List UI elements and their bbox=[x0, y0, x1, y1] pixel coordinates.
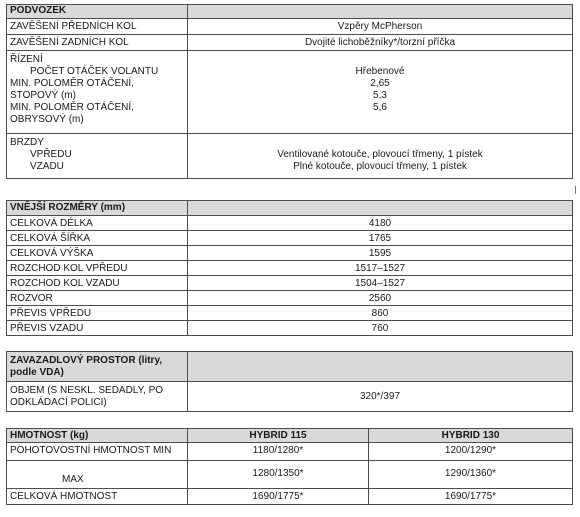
dimension-value: 1765 bbox=[188, 231, 573, 246]
page-margin-mark bbox=[575, 186, 577, 194]
front-suspension-label: ZAVĚŠENÍ PŘEDNÍCH KOL bbox=[7, 19, 188, 35]
dimension-label: PŘEVIS VZADU bbox=[7, 321, 188, 336]
table-row bbox=[7, 461, 573, 489]
steering-turns-label: POČET OTÁČEK VOLANTU bbox=[30, 66, 159, 77]
table-row bbox=[7, 231, 573, 246]
dimension-label: ROZVOR bbox=[7, 291, 188, 306]
table-row bbox=[7, 489, 573, 505]
dimension-label: PŘEVIS VPŘEDU bbox=[7, 306, 188, 321]
front-suspension-value: Vzpěry McPherson bbox=[188, 19, 573, 35]
weight-value-115: 1690/1775* bbox=[188, 489, 369, 505]
brakes-front-label: VPŘEDU bbox=[30, 149, 72, 160]
luggage-title-line-1: ZAVAZADLOVÝ PROSTOR (litry, bbox=[10, 355, 163, 366]
turning-radius-wall-label-1: MIN. POLOMĚR OTÁČENÍ, bbox=[10, 102, 134, 113]
luggage-header-blank bbox=[188, 352, 573, 382]
dimension-label: CELKOVÁ ŠÍŘKA bbox=[7, 231, 188, 246]
dimension-value: 4180 bbox=[188, 216, 573, 231]
dimension-value: 1504–1527 bbox=[188, 276, 573, 291]
dimension-label: CELKOVÁ DÉLKA bbox=[7, 216, 188, 231]
weight-table bbox=[6, 428, 573, 505]
turning-radius-curb-label-2: STOPOVÝ (m) bbox=[10, 90, 76, 101]
luggage-header-row bbox=[7, 352, 573, 382]
dimensions-title: VNĚJŠÍ ROZMĚRY (mm) bbox=[7, 201, 188, 216]
brakes-rear-value: Plné kotouče, plovoucí třmeny, 1 pístek bbox=[293, 161, 467, 172]
weight-label: MAX bbox=[7, 461, 188, 489]
dimensions-header-blank bbox=[188, 201, 573, 216]
weight-value-130: 1290/1360* bbox=[369, 461, 573, 489]
luggage-volume-label-2: ODKLÁDACÍ POLICI) bbox=[10, 397, 107, 408]
luggage-volume-label bbox=[7, 382, 188, 412]
table-row bbox=[7, 306, 573, 321]
table-row bbox=[7, 291, 573, 306]
table-row bbox=[7, 321, 573, 336]
steering-type-value: Hřebenové bbox=[355, 66, 405, 77]
steering-turns-value: 2,65 bbox=[370, 78, 390, 89]
turning-radius-curb-label-1: MIN. POLOMĚR OTÁČENÍ, bbox=[10, 78, 134, 89]
brakes-labels bbox=[7, 134, 188, 179]
dimension-value: 1595 bbox=[188, 246, 573, 261]
luggage-volume-label-1: OBJEM (S NESKL. SEDADLY, PO bbox=[10, 385, 164, 396]
dimension-value: 2560 bbox=[188, 291, 573, 306]
table-row bbox=[7, 382, 573, 412]
rear-suspension-value: Dvojité lichoběžníky*/torzní příčka bbox=[188, 35, 573, 51]
chassis-title: PODVOZEK bbox=[7, 5, 188, 19]
table-row bbox=[7, 443, 573, 461]
table-row bbox=[7, 246, 573, 261]
chassis-header-blank bbox=[188, 5, 573, 19]
turning-radius-wall-label-2: OBRYSOVÝ (m) bbox=[10, 114, 84, 125]
table-row bbox=[7, 261, 573, 276]
brakes-rear-label: VZADU bbox=[30, 161, 64, 172]
steering-labels bbox=[7, 51, 188, 134]
weight-title: HMOTNOST (kg) bbox=[7, 429, 188, 443]
dimensions-header-row bbox=[7, 201, 573, 216]
chassis-table bbox=[6, 4, 573, 179]
luggage-volume-value: 320*/397 bbox=[188, 382, 573, 412]
weight-header-row bbox=[7, 429, 573, 443]
brakes-label: BRZDY bbox=[10, 137, 44, 148]
table-row bbox=[7, 19, 573, 35]
luggage-table bbox=[6, 351, 573, 412]
weight-label: POHOTOVOSTNÍ HMOTNOST MIN bbox=[7, 443, 188, 461]
dimension-label: CELKOVÁ VÝŠKA bbox=[7, 246, 188, 261]
turning-radius-curb-value: 5,3 bbox=[373, 90, 387, 101]
steering-values bbox=[188, 51, 573, 134]
brakes-row bbox=[7, 134, 573, 179]
luggage-title bbox=[7, 352, 188, 382]
weight-value-115: 1180/1280* bbox=[188, 443, 369, 461]
brakes-front-value: Ventilované kotouče, plovoucí třmeny, 1 pístek bbox=[277, 149, 483, 160]
dimension-label: ROZCHOD KOL VPŘEDU bbox=[7, 261, 188, 276]
turning-radius-wall-value: 5,6 bbox=[373, 102, 387, 113]
weight-label: CELKOVÁ HMOTNOST bbox=[7, 489, 188, 505]
weight-value-115: 1280/1350* bbox=[188, 461, 369, 489]
table-row bbox=[7, 35, 573, 51]
dimension-value: 860 bbox=[188, 306, 573, 321]
rear-suspension-label: ZAVĚŠENÍ ZADNÍCH KOL bbox=[7, 35, 188, 51]
dimension-label: ROZCHOD KOL VZADU bbox=[7, 276, 188, 291]
brakes-values bbox=[188, 134, 573, 179]
weight-value-130: 1690/1775* bbox=[369, 489, 573, 505]
weight-value-130: 1200/1290* bbox=[369, 443, 573, 461]
dimension-value: 1517–1527 bbox=[188, 261, 573, 276]
weight-col-hybrid-115: HYBRID 115 bbox=[188, 429, 369, 443]
luggage-title-line-2: podle VDA) bbox=[10, 367, 64, 378]
chassis-header-row bbox=[7, 5, 573, 19]
table-row bbox=[7, 216, 573, 231]
dimensions-table bbox=[6, 200, 573, 336]
dimension-value: 760 bbox=[188, 321, 573, 336]
weight-col-hybrid-130: HYBRID 130 bbox=[369, 429, 573, 443]
steering-row bbox=[7, 51, 573, 134]
steering-label: ŘÍZENÍ bbox=[10, 54, 43, 65]
table-row bbox=[7, 276, 573, 291]
